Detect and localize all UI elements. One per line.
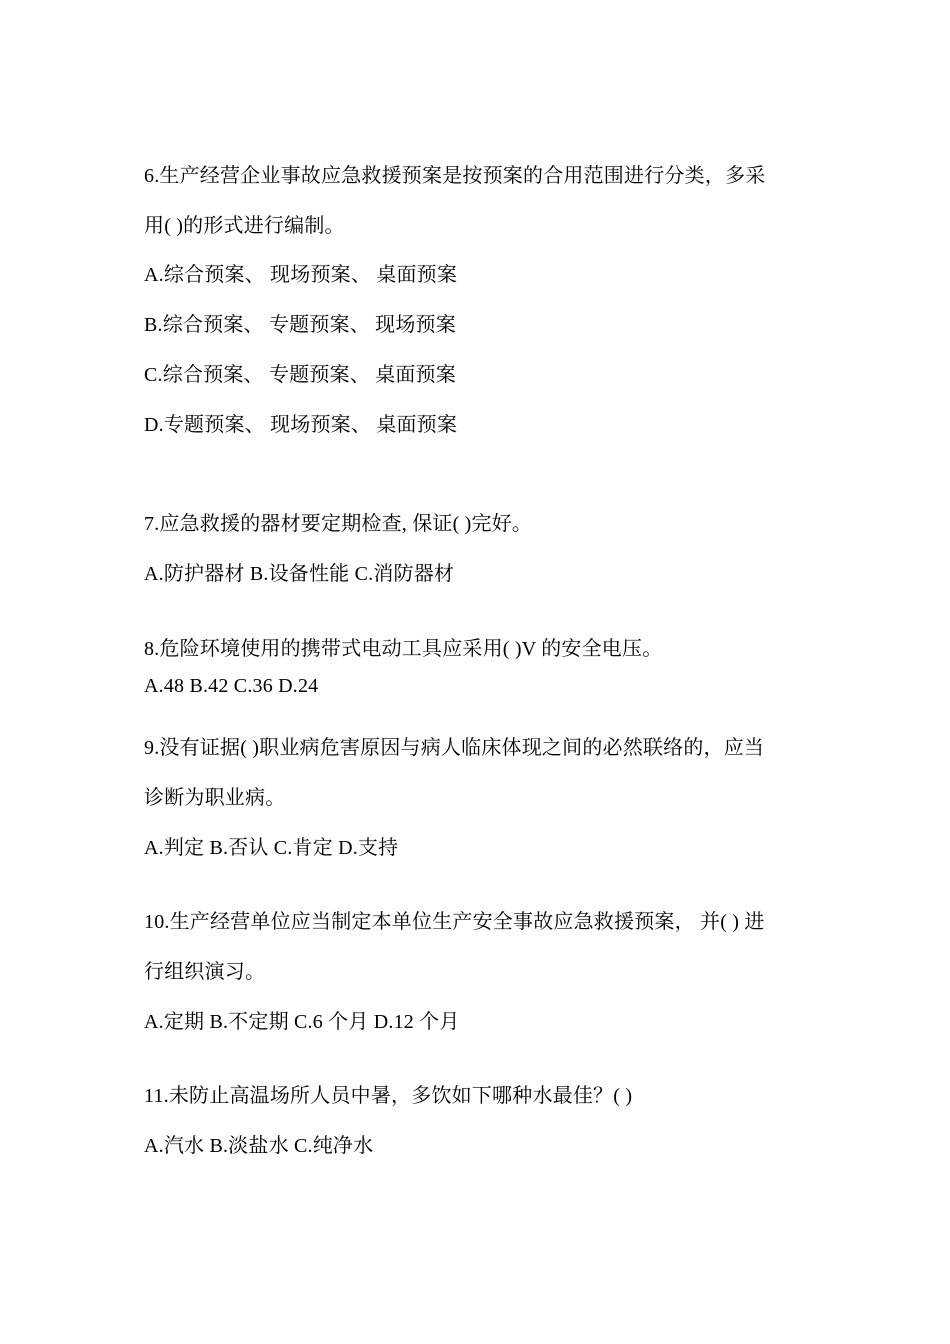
question-10-stem-line-2: 行组织演习。 [144, 961, 266, 983]
question-9-stem-line-2: 诊断为职业病。 [144, 787, 286, 809]
question-6-option-a: A.综合预案、 现场预案、 桌面预案 [144, 264, 458, 286]
question-8-stem-line-1: 8.危险环境使用的携带式电动工具应采用( )V 的安全电压。 [144, 638, 663, 660]
question-10-stem-line-1: 10.生产经营单位应当制定本单位生产安全事故应急救援预案， 并( ) 进 [144, 911, 765, 933]
question-9-stem-line-1: 9.没有证据( )职业病危害原因与病人临床体现之间的必然联络的，应当 [144, 737, 765, 759]
question-8-options: A.48 B.42 C.36 D.24 [144, 675, 319, 697]
question-7-stem-line-1: 7.应急救援的器材要定期检查, 保证( )完好。 [144, 513, 533, 535]
question-11-options: A.汽水 B.淡盐水 C.纯净水 [144, 1135, 374, 1157]
question-6-option-d: D.专题预案、 现场预案、 桌面预案 [144, 414, 458, 436]
question-10-options: A.定期 B.不定期 C.6 个月 D.12 个月 [144, 1011, 460, 1033]
question-6-stem-line-2: 用( )的形式进行编制。 [144, 215, 345, 237]
question-7-options: A.防护器材 B.设备性能 C.消防器材 [144, 563, 455, 585]
question-6-option-c: C.综合预案、 专题预案、 桌面预案 [144, 364, 456, 386]
question-6-option-b: B.综合预案、 专题预案、 现场预案 [144, 314, 456, 336]
question-11-stem-line-1: 11.未防止高温场所人员中暑，多饮如下哪种水最佳？( ) [144, 1085, 633, 1107]
question-6-stem-line-1: 6.生产经营企业事故应急救援预案是按预案的合用范围进行分类，多采 [144, 165, 766, 187]
question-9-options: A.判定 B.否认 C.肯定 D.支持 [144, 837, 399, 859]
